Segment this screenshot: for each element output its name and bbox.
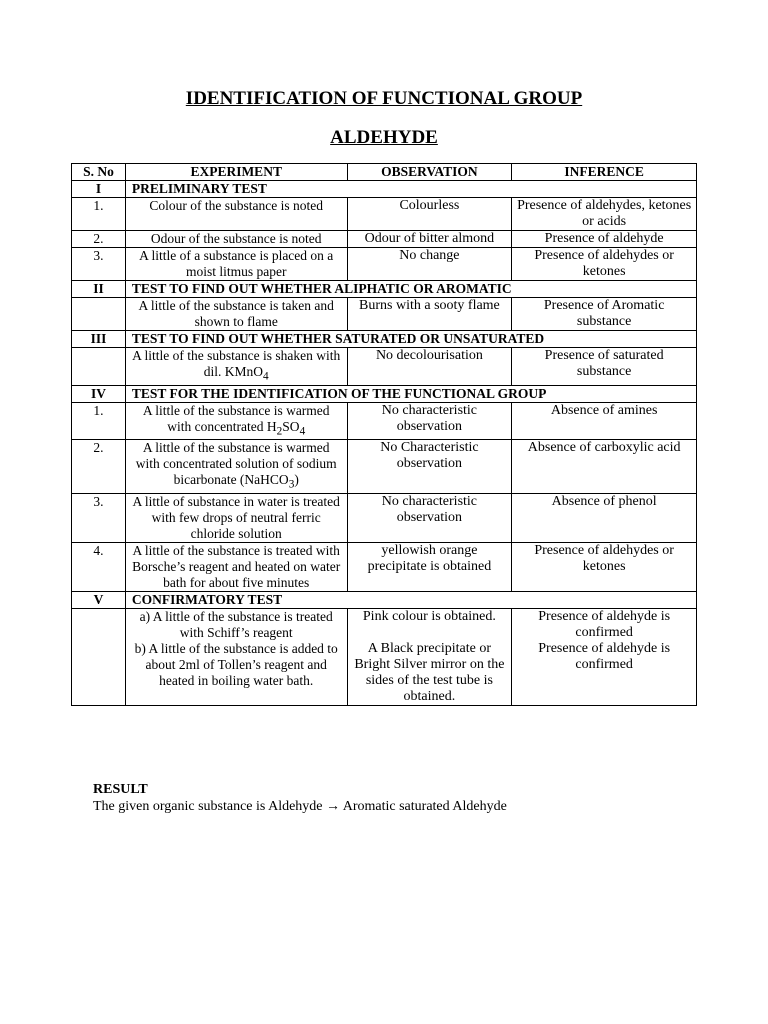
section-title: TEST FOR THE IDENTIFICATION OF THE FUNCTIONAL GROUP <box>125 385 696 402</box>
experiment-cell <box>125 609 347 706</box>
experiment-a: a) A little of the substance is treated with Schiff’s reagent <box>139 609 333 641</box>
experiment-text: ) <box>294 472 299 488</box>
inference-a: Presence of aldehyde is confirmed <box>538 609 671 641</box>
observation-cell: Colourless <box>347 198 512 231</box>
table-row <box>72 298 697 331</box>
inference-cell: Presence of aldehydes or ketones <box>512 248 697 281</box>
subscript: 4 <box>299 425 306 438</box>
table-row <box>72 348 697 386</box>
inference-cell: Presence of saturated substance <box>512 348 697 386</box>
experiment-b: b) A little of the substance is added to about 2ml of Tollen’s reagent and heated in boiling water bath. <box>134 641 338 689</box>
section-number: III <box>72 331 126 348</box>
section-number: V <box>72 592 126 609</box>
result-section <box>93 781 507 815</box>
observation-cell <box>347 609 512 706</box>
subscript: 2 <box>276 425 283 438</box>
page-subtitle: ALDEHYDE <box>330 127 438 148</box>
experiment-text: SO <box>282 418 300 434</box>
row-number: 2. <box>72 231 126 248</box>
header-observation: OBSERVATION <box>347 164 512 181</box>
row-number: 1. <box>72 198 126 231</box>
section-row <box>72 181 697 198</box>
result-heading: RESULT <box>93 782 148 797</box>
experiment-cell <box>125 348 347 386</box>
section-row <box>72 281 697 298</box>
experiment-cell: Colour of the substance is noted <box>125 198 347 231</box>
table-row <box>72 609 697 706</box>
section-number: IV <box>72 385 126 402</box>
section-title: PRELIMINARY TEST <box>125 181 696 198</box>
experiment-text: A little of the substance is shaken with dil. KMnO <box>132 348 341 379</box>
inference-cell: Presence of aldehydes or ketones <box>512 543 697 592</box>
section-number: II <box>72 281 126 298</box>
inference-cell: Absence of carboxylic acid <box>512 440 697 494</box>
section-title: CONFIRMATORY TEST <box>125 592 696 609</box>
row-number: 3. <box>72 248 126 281</box>
table-row <box>72 402 697 440</box>
table-header-row <box>72 164 697 181</box>
inference-cell: Presence of aldehydes, ketones or acids <box>512 198 697 231</box>
observation-b: A Black precipitate or Bright Silver mirror on the sides of the test tube is obtained. <box>354 641 505 705</box>
experiment-cell: A little of a substance is placed on a moist litmus paper <box>125 248 347 281</box>
observation-cell: No decolourisation <box>347 348 512 386</box>
inference-b: Presence of aldehyde is confirmed <box>538 641 671 673</box>
observation-cell: No Characteristic observation <box>347 440 512 494</box>
header-inference: INFERENCE <box>512 164 697 181</box>
page-title: IDENTIFICATION OF FUNCTIONAL GROUP <box>185 88 583 109</box>
observation-cell: yellowish orange precipitate is obtained <box>347 543 512 592</box>
experiment-text: A little of the substance is warmed with concentrated H <box>142 402 330 434</box>
row-number <box>72 609 126 706</box>
experiment-cell: A little of substance in water is treated with few drops of neutral ferric chloride solution <box>125 494 347 543</box>
row-number <box>72 298 126 331</box>
experiment-table <box>71 163 697 706</box>
row-number: 2. <box>72 440 126 494</box>
subscript: 3 <box>288 479 295 492</box>
table-row <box>72 494 697 543</box>
table-row <box>72 198 697 231</box>
section-row <box>72 385 697 402</box>
inference-cell <box>512 609 697 706</box>
result-text: The given organic substance is Aldehyde → Aromatic saturated Aldehyde <box>93 799 507 814</box>
observation-cell: Burns with a sooty flame <box>347 298 512 331</box>
table-row <box>72 231 697 248</box>
experiment-cell: Odour of the substance is noted <box>125 231 347 248</box>
experiment-text: A little of the substance is warmed with concentrated solution of sodium bicarbonate (NaHCO <box>135 440 337 488</box>
row-number: 1. <box>72 402 126 440</box>
section-number: I <box>72 181 126 198</box>
section-title: TEST TO FIND OUT WHETHER ALIPHATIC OR AROMATIC <box>125 281 696 298</box>
row-number <box>72 348 126 386</box>
observation-cell: Odour of bitter almond <box>347 231 512 248</box>
observation-cell: No characteristic observation <box>347 494 512 543</box>
row-number: 3. <box>72 494 126 543</box>
inference-cell: Absence of phenol <box>512 494 697 543</box>
header-experiment: EXPERIMENT <box>125 164 347 181</box>
subscript: 4 <box>263 370 269 383</box>
observation-cell: No change <box>347 248 512 281</box>
section-row <box>72 331 697 348</box>
experiment-cell <box>125 440 347 494</box>
row-number: 4. <box>72 543 126 592</box>
table-row <box>72 543 697 592</box>
section-row <box>72 592 697 609</box>
experiment-cell <box>125 402 347 440</box>
observation-a: Pink colour is obtained. <box>362 609 496 625</box>
inference-cell: Absence of amines <box>512 402 697 440</box>
section-title: TEST TO FIND OUT WHETHER SATURATED OR UNSATURATED <box>125 331 696 348</box>
table-row <box>72 440 697 494</box>
experiment-cell: A little of the substance is treated with Borsche’s reagent and heated on water bath for about five minutes <box>125 543 347 592</box>
inference-cell: Presence of Aromatic substance <box>512 298 697 331</box>
observation-cell: No characteristic observation <box>347 402 512 440</box>
inference-cell: Presence of aldehyde <box>512 231 697 248</box>
header-sno: S. No <box>72 164 126 181</box>
table-row <box>72 248 697 281</box>
experiment-cell: A little of the substance is taken and shown to flame <box>125 298 347 331</box>
